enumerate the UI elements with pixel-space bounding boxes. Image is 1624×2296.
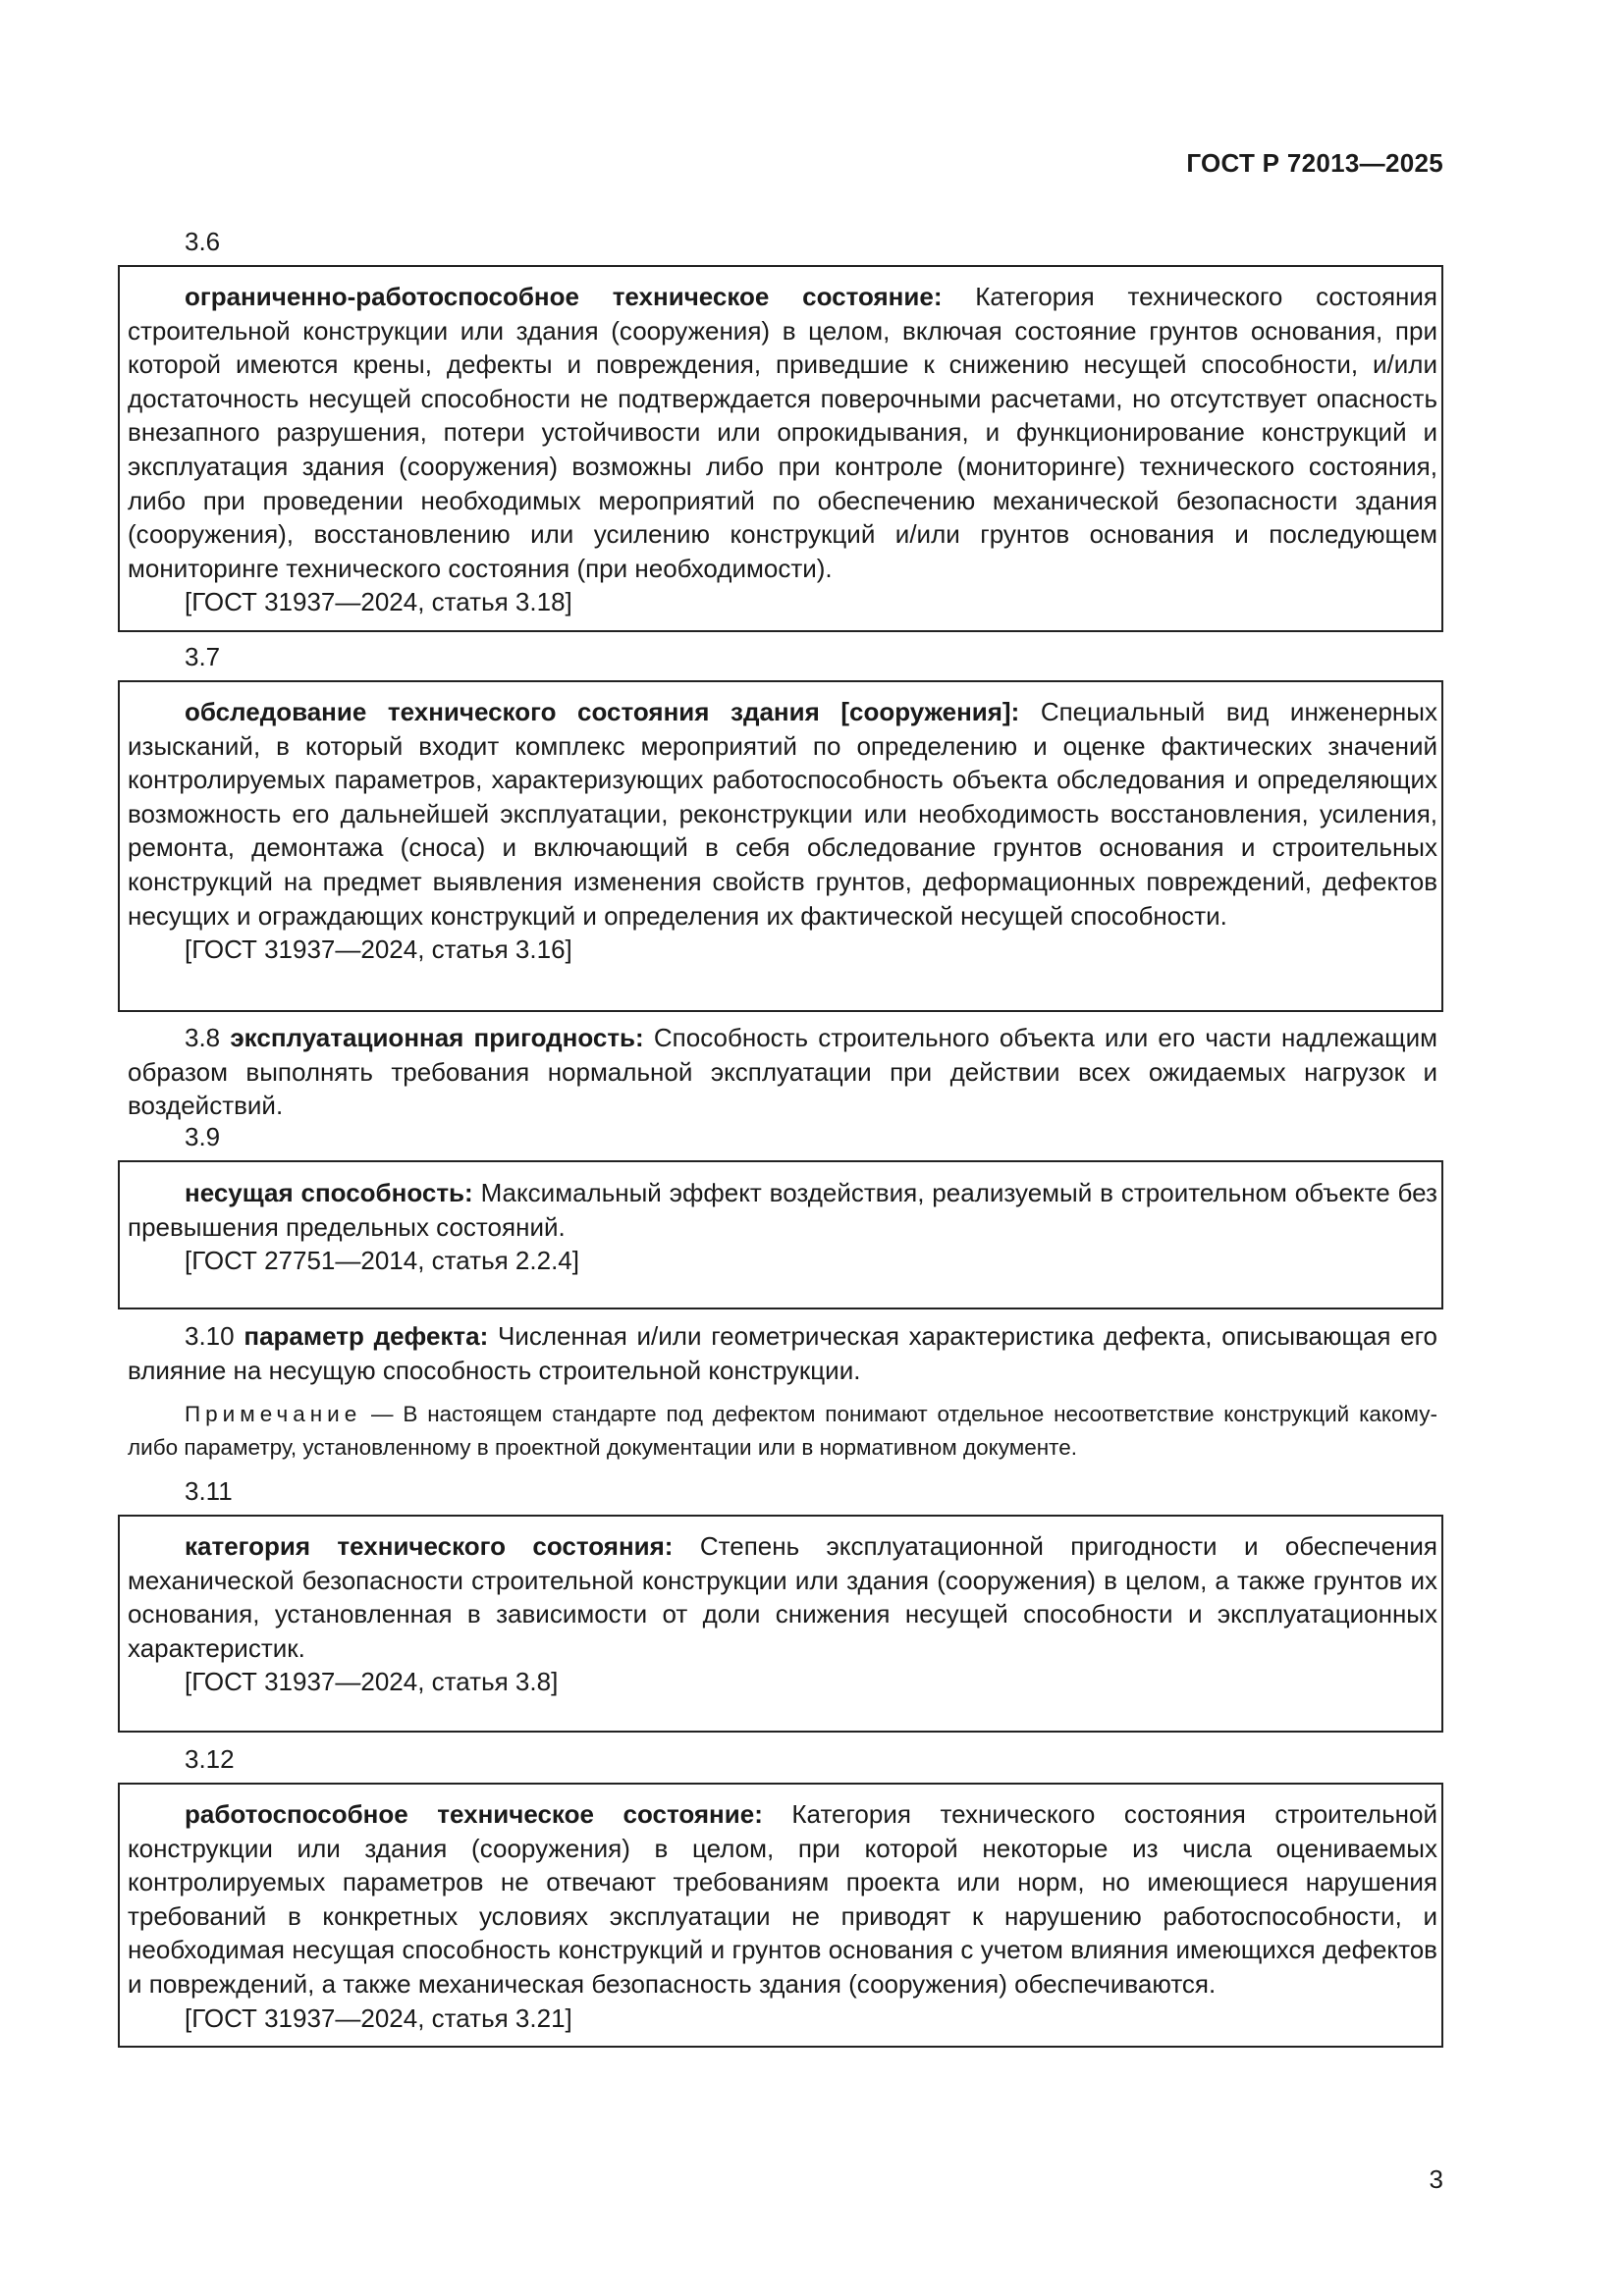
definition-text bbox=[128, 695, 1437, 967]
definition: Численная и/или геометрическая характеристика дефекта, описывающая его влияние на несущую способность строительной конструкции. bbox=[128, 1321, 1437, 1385]
term: категория технического состояния: bbox=[185, 1531, 674, 1561]
entry-number: 3.10 bbox=[185, 1321, 235, 1351]
term: параметр дефекта: bbox=[244, 1321, 489, 1351]
source-reference: [ГОСТ 31937—2024, статья 3.21] bbox=[185, 2002, 572, 2033]
entry-number: 3.12 bbox=[185, 1744, 235, 1774]
definition-text bbox=[128, 1176, 1437, 1278]
definition-text bbox=[128, 280, 1437, 619]
source-reference: [ГОСТ 31937—2024, статья 3.18] bbox=[185, 587, 572, 617]
note bbox=[128, 1398, 1437, 1465]
definition-text bbox=[128, 1797, 1437, 2035]
note-text: — В настоящем стандарте под дефектом понимают отдельное несоответствие конструкций какому-либо параметру, установленному в проектной документации или в нормативном документе. bbox=[128, 1402, 1437, 1460]
definition-text bbox=[128, 1529, 1437, 1699]
page-number: 3 bbox=[1429, 2164, 1443, 2194]
document-code: ГОСТ Р 72013—2025 bbox=[1186, 148, 1443, 178]
definition: Категория технического состояния строительной конструкции или здания (сооружения) в целом, при которой некоторые из числа оцениваемых контролируемых параметров не отвечают требованиям проекта или норм, но имеющиеся нарушения требований в конкретных условиях эксплуатации не приводят к нарушению работоспособности, и необходимая несущая способность конструкций и грунтов основания с учетом влияния имеющихся дефектов и повреждений, а также механическая безопасность здания (сооружения) обеспечиваются. bbox=[128, 1799, 1437, 1999]
definition-text bbox=[128, 1021, 1437, 1123]
term: работоспособное техническое состояние: bbox=[185, 1799, 763, 1829]
definition: Категория технического состояния строительной конструкции или здания (сооружения) в целом, включая состояние грунтов основания, при которой имеются крены, дефекты и повреждения, приведшие к снижению несущей способности, и/или достаточность несущей способности не подтверждается поверочными расчетами, но отсутствует опасность внезапного разрушения, потери устойчивости или опрокидывания, и функционирование конструкций и эксплуатация здания (сооружения) возможны либо при контроле (мониторинге) технического состояния, либо при проведении необходимых мероприятий по обеспечению механической безопасности здания (сооружения), восстановлению или усилению конструкций и/или грунтов основания и последующем мониторинге технического состояния (при необходимости). bbox=[128, 282, 1437, 583]
entry-number: 3.6 bbox=[185, 227, 221, 256]
definition: Степень эксплуатационной пригодности и обеспечения механической безопасности строительной конструкции или здания (сооружения) в целом, а также грунтов их основания, установленная в зависимости от доли снижения несущей способности и эксплуатационных характеристик. bbox=[128, 1531, 1437, 1663]
source-reference: [ГОСТ 27751—2014, статья 2.2.4] bbox=[185, 1246, 579, 1276]
definition: Специальный вид инженерных изысканий, в который входит комплекс мероприятий по определению и оценке фактических значений контролируемых параметров, характеризующих работоспособность объекта обследования и определяющих возможность его дальнейшей эксплуатации, реконструкции или необходимость восстановления, усиления, ремонта, демонтажа (сноса) и включающий в себя обследование грунтов основания и строительных конструкций на предмет выявления изменения свойств грунтов, деформационных повреждений, дефектов несущих и ограждающих конструкций и определения их фактической несущей способности. bbox=[128, 697, 1437, 931]
entry-number: 3.9 bbox=[185, 1122, 221, 1151]
entry-number: 3.7 bbox=[185, 642, 221, 671]
definition: Максимальный эффект воздействия, реализуемый в строительном объекте без превышения предельных состояний. bbox=[128, 1178, 1437, 1242]
definition: Способность строительного объекта или его части надлежащим образом выполнять требования нормальной эксплуатации при действии всех ожидаемых нагрузок и воздействий. bbox=[128, 1023, 1437, 1121]
entry-number: 3.11 bbox=[185, 1476, 233, 1506]
term: несущая способность: bbox=[185, 1178, 473, 1207]
source-reference: [ГОСТ 31937—2024, статья 3.8] bbox=[185, 1667, 559, 1697]
note-label: Примечание bbox=[185, 1402, 362, 1426]
term: ограниченно-работоспособное техническое состояние: bbox=[185, 282, 943, 311]
source-reference: [ГОСТ 31937—2024, статья 3.16] bbox=[185, 934, 572, 965]
term: эксплуатационная пригодность: bbox=[230, 1023, 644, 1052]
definition-text bbox=[128, 1319, 1437, 1387]
entry-number: 3.8 bbox=[185, 1023, 221, 1052]
term: обследование технического состояния здания [сооружения]: bbox=[185, 697, 1020, 726]
